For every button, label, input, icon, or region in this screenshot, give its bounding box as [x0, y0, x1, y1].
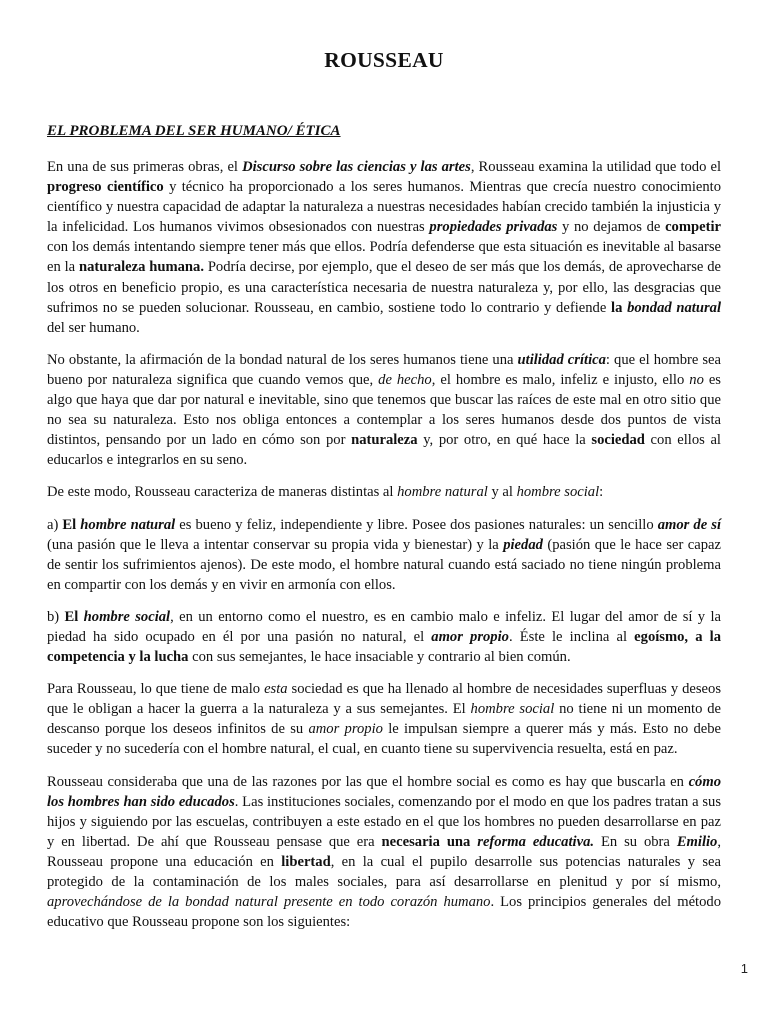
- text-span: De este modo, Rousseau caracteriza de maneras distintas al: [47, 484, 398, 501]
- text-span: utilidad crítica: [517, 351, 606, 368]
- text-span: sociedad: [591, 432, 645, 449]
- text-span: Para Rousseau, lo que tiene de malo: [47, 681, 265, 698]
- text-span: sociedad es que ha llenado al hombre de necesidades superfluas y deseos que le obligan a hacer la guerra a la naturaleza y a sus semejantes. El: [47, 681, 722, 718]
- text-span: Rousseau consideraba que una de las razones por las que el hombre social es como es hay que buscarla en: [47, 773, 689, 790]
- text-span: naturaleza: [351, 432, 418, 449]
- text-span: , Rousseau propone una educación en: [47, 833, 722, 870]
- text-span: la: [611, 299, 628, 316]
- text-span: es bueno y feliz, independiente y libre. Posee dos pasiones naturales: un sencillo: [175, 516, 658, 533]
- text-span: :: [599, 484, 604, 501]
- text-span: (una pasión que le lleva a intentar conservar su propia vida y bienestar) y la: [47, 536, 504, 553]
- text-span: El: [64, 608, 84, 625]
- text-span: , el hombre es malo, infeliz e injusto, ello: [431, 371, 690, 388]
- text-span: con sus semejantes, le hace insaciable y contrario al bien común.: [188, 649, 571, 666]
- paragraph-characterization: [47, 482, 721, 502]
- text-span: , en la cual el pupilo desarrolle sus potencias naturales y sea protegido de la contaminación de los males sociales, para así desarrollarse en plenitud y por sí mismo,: [47, 853, 721, 890]
- paragraph-intro: [47, 157, 721, 338]
- text-span: progreso científico: [47, 179, 164, 196]
- paragraph-critical-utility: [47, 350, 721, 471]
- text-span: . Éste le inclina al: [508, 628, 635, 645]
- text-span: es algo que haya que dar por natural e inevitable, sino que tenemos que buscar las raíces de este mal en otro sitio que no sea su naturaleza. Esto nos obliga entonces a contemplar a los seres humanos desde dos puntos de vista distintos, pensando por un lado en cómo son por: [47, 371, 721, 449]
- text-span: hombre social: [83, 608, 171, 625]
- text-span: libertad: [281, 853, 331, 870]
- text-span: : que el hombre sea bueno por naturaleza significa que cuando vemos que,: [47, 351, 722, 388]
- text-span: esta: [264, 681, 288, 698]
- text-span: necesaria una: [381, 833, 478, 850]
- text-span: y no dejamos de: [557, 219, 666, 236]
- text-span: . Las instituciones sociales, comenzando por el modo en que los padres tratan a sus hijos y siguiendo por las escuelas, contribuyen a este estado en el que los hombres no pueden desarrollarse en paz y en libertad. De ahí que Rousseau pensase que era: [47, 793, 721, 850]
- text-span: a): [47, 516, 63, 533]
- text-span: , Rousseau examina la utilidad que todo el: [470, 159, 721, 175]
- text-span: y técnico ha proporcionado a los seres humanos. Mientras que crecía nuestro conocimiento científico y nuestra capacidad de adaptar la naturaleza a nuestras necesidades habían crecido también la injusticia y la infelicidad. Los humanos vivimos obsesionados con nuestras: [47, 179, 722, 236]
- text-span: hombre social: [470, 701, 555, 718]
- text-span: (pasión que le hace ser capaz de sentir los sufrimientos ajenos). De este modo, el hombre natural cuando está saciado no tiene ningún problema en compartir con los demás y en vivir en armonía con ellos.: [47, 536, 721, 593]
- text-span: de hecho: [378, 371, 432, 388]
- text-span: piedad: [503, 536, 543, 553]
- text-span: cómo los hombres han sido educados: [47, 773, 721, 810]
- page-number: 1: [740, 961, 748, 976]
- text-span: del ser humano.: [47, 319, 140, 336]
- text-span: hombre natural: [80, 516, 176, 533]
- text-span: En una de sus primeras obras, el: [47, 159, 243, 175]
- text-span: b): [47, 608, 65, 625]
- document-page: [47, 46, 721, 932]
- text-span: amor de sí: [657, 516, 722, 533]
- text-span: le impulsan siempre a querer más y más. Esto no debe suceder y no sucedería con el hombre natural, el cual, en cuanto tiene su supervivencia resuelta, está en paz.: [47, 721, 721, 758]
- text-span: con los demás intentando siempre tener más que ellos. Podría defenderse que esta situación es inevitable al basarse en la: [47, 239, 721, 276]
- text-span: competir: [665, 219, 721, 236]
- text-span: amor propio: [431, 628, 509, 645]
- text-span: , en un entorno como el nuestro, es en cambio malo e infeliz. El lugar del amor de sí y la piedad ha sido ocupado en él por una pasión no natural, el: [47, 608, 721, 645]
- text-span: naturaleza humana.: [78, 259, 204, 276]
- section-heading: EL PROBLEMA DEL SER HUMANO/ ÉTICA: [47, 123, 341, 139]
- text-span: hombre natural: [397, 484, 488, 501]
- text-span: Emilio: [676, 833, 718, 850]
- paragraph-education: [47, 772, 721, 933]
- text-span: hombre social: [516, 484, 600, 501]
- text-span: y, por otro, en qué hace la: [417, 432, 592, 449]
- text-span: egoísmo, a la competencia y la lucha: [47, 628, 721, 666]
- text-span: no: [689, 371, 704, 388]
- text-span: El: [62, 516, 81, 533]
- text-span: reforma educativa.: [477, 833, 595, 850]
- text-span: Podría decirse, por ejemplo, que el deseo de ser más que los demás, de aprovecharse de los otros en beneficio propio, es una característica necesaria de nuestra naturaleza y, por ello, las desgracias que sufrimos no se pueden solucionar. Rousseau, en cambio, sostiene todo lo contrario y defiende: [47, 259, 721, 316]
- paragraph-society-evil: [47, 679, 721, 759]
- text-span: bondad natural: [627, 299, 722, 316]
- text-span: En su obra: [594, 833, 677, 850]
- text-span: no tiene ni un momento de descanso porque los deseos infinitos de su: [47, 701, 721, 738]
- text-span: y al: [487, 484, 517, 501]
- text-span: con ellos al educarlos e integrarlos en su seno.: [47, 432, 721, 469]
- text-span: Discurso sobre las ciencias y las artes: [242, 159, 471, 175]
- text-span: . Los principios generales del método educativo que Rousseau propone son los siguientes:: [47, 894, 721, 931]
- text-span: amor propio: [308, 721, 383, 738]
- paragraph-natural-man: [47, 515, 721, 595]
- text-span: No obstante, la afirmación de la bondad natural de los seres humanos tiene una: [47, 351, 518, 368]
- document-title: ROUSSEAU: [324, 48, 444, 72]
- paragraph-social-man: [47, 607, 721, 667]
- text-span: aprovechándose de la bondad natural presente en todo corazón humano: [47, 894, 491, 911]
- text-span: propiedades privadas: [429, 219, 558, 236]
